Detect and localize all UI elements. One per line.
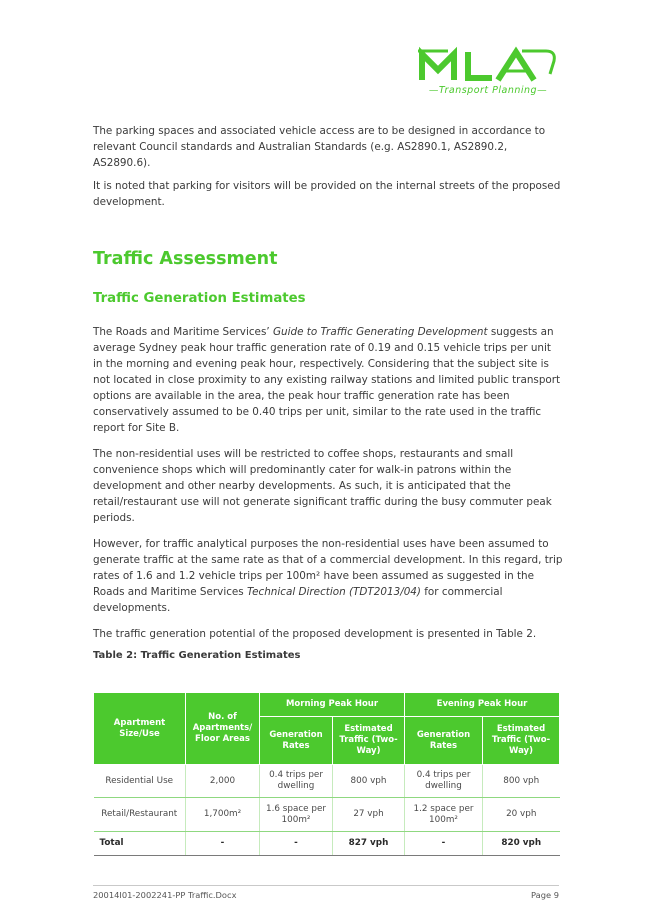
mla-logo-mark bbox=[418, 46, 558, 84]
table-total-row bbox=[94, 832, 560, 856]
cell-total-am-traffic: 827 vph bbox=[333, 832, 405, 856]
cell-pm-traffic: 20 vph bbox=[483, 798, 560, 832]
table-row bbox=[94, 798, 560, 832]
page-body bbox=[93, 123, 563, 661]
header-evening-peak: Evening Peak Hour bbox=[405, 693, 560, 717]
intro-paragraph-1: The parking spaces and associated vehicle access are to be designed in accordance to relevant Council standards and Australian Standards (e.g. AS2890.1, AS2890.2, AS2890.6). bbox=[93, 125, 546, 169]
header-pm-estimated-traffic: Estimated Traffic (Two-Way) bbox=[483, 717, 560, 765]
footer-document-name: 20014I01-2002241-PP Traffic.Docx bbox=[93, 890, 237, 900]
paragraph-guide-end: suggests an average Sydney peak hour traffic generation rate of 0.19 and 0.15 vehicle trips per unit in the morning and evening peak hour, respectively. Considering that the subject site is not located in close proximity to any existing railway stations and limited public transport options are available in the area, the peak hour traffic generation rate has been conservatively assumed to be 0.40 trips per unit, similar to the rate used in the traffic report for Site B. bbox=[93, 326, 561, 434]
paragraph-guide bbox=[93, 324, 563, 436]
cell-am-traffic: 800 vph bbox=[333, 765, 405, 798]
cell-count: 1,700m² bbox=[186, 798, 260, 832]
header-am-estimated-traffic: Estimated Traffic (Two-Way) bbox=[333, 717, 405, 765]
guide-title: Guide to Traffic Generating Development bbox=[272, 326, 488, 338]
traffic-generation-table bbox=[93, 692, 560, 856]
paragraph-trip-rates-end: for commercial developments. bbox=[93, 586, 503, 614]
intro-paragraph-2: It is noted that parking for visitors will be provided on the internal streets of the proposed development. bbox=[93, 180, 561, 208]
paragraph-guide-start: The Roads and Maritime Services’ bbox=[93, 326, 273, 338]
table-row bbox=[94, 765, 560, 798]
cell-total-label: Total bbox=[94, 832, 186, 856]
header-pm-generation-rates: Generation Rates bbox=[405, 717, 483, 765]
section-heading: Traffic Assessment bbox=[93, 249, 278, 269]
paragraph-non-residential: The non-residential uses will be restricted to coffee shops, restaurants and small convenience shops which will predominantly cater for walk-in patrons within the development and other nearby developments. As such, it is anticipated that the retail/restaurant use will not generate significant traffic during the busy commuter peak periods. bbox=[93, 448, 552, 524]
cell-total-pm-rate: - bbox=[405, 832, 483, 856]
paragraph-trip-rates-start: However, for traffic analytical purposes the non-residential uses have been assumed to generate traffic at the same rate as that of a commercial development. In this regard, trip rates of 1.6 and 1.2 vehicle trips per 100m² have been assumed as suggested in the Roads and Maritime Services bbox=[93, 538, 563, 598]
header-floor-areas: No. of Apartments/ Floor Areas bbox=[186, 693, 260, 765]
section-subheading: Traffic Generation Estimates bbox=[93, 291, 306, 306]
cell-count: 2,000 bbox=[186, 765, 260, 798]
cell-use: Retail/Restaurant bbox=[94, 798, 186, 832]
cell-pm-rate: 0.4 trips per dwelling bbox=[405, 765, 483, 798]
cell-am-traffic: 27 vph bbox=[333, 798, 405, 832]
cell-total-pm-traffic: 820 vph bbox=[483, 832, 560, 856]
header-am-generation-rates: Generation Rates bbox=[260, 717, 333, 765]
cell-am-rate: 0.4 trips per dwelling bbox=[260, 765, 333, 798]
paragraph-trip-rates bbox=[93, 536, 563, 616]
page-footer bbox=[93, 885, 559, 900]
table-caption: Table 2: Traffic Generation Estimates bbox=[93, 650, 301, 661]
header-apartment-size: Apartment Size/Use bbox=[94, 693, 186, 765]
cell-am-rate: 1.6 space per 100m² bbox=[260, 798, 333, 832]
paragraph-table-intro: The traffic generation potential of the proposed development is presented in Table 2. bbox=[93, 628, 537, 640]
header-morning-peak: Morning Peak Hour bbox=[260, 693, 405, 717]
cell-use: Residential Use bbox=[94, 765, 186, 798]
technical-direction-title: Technical Direction (TDT2013/04) bbox=[247, 586, 421, 598]
logo-subtitle: —Transport Planning— bbox=[428, 85, 548, 96]
cell-pm-traffic: 800 vph bbox=[483, 765, 560, 798]
cell-total-am-rate: - bbox=[260, 832, 333, 856]
footer-page-number: Page 9 bbox=[530, 890, 559, 900]
cell-pm-rate: 1.2 space per 100m² bbox=[405, 798, 483, 832]
cell-total-count: - bbox=[186, 832, 260, 856]
company-logo bbox=[418, 46, 558, 102]
